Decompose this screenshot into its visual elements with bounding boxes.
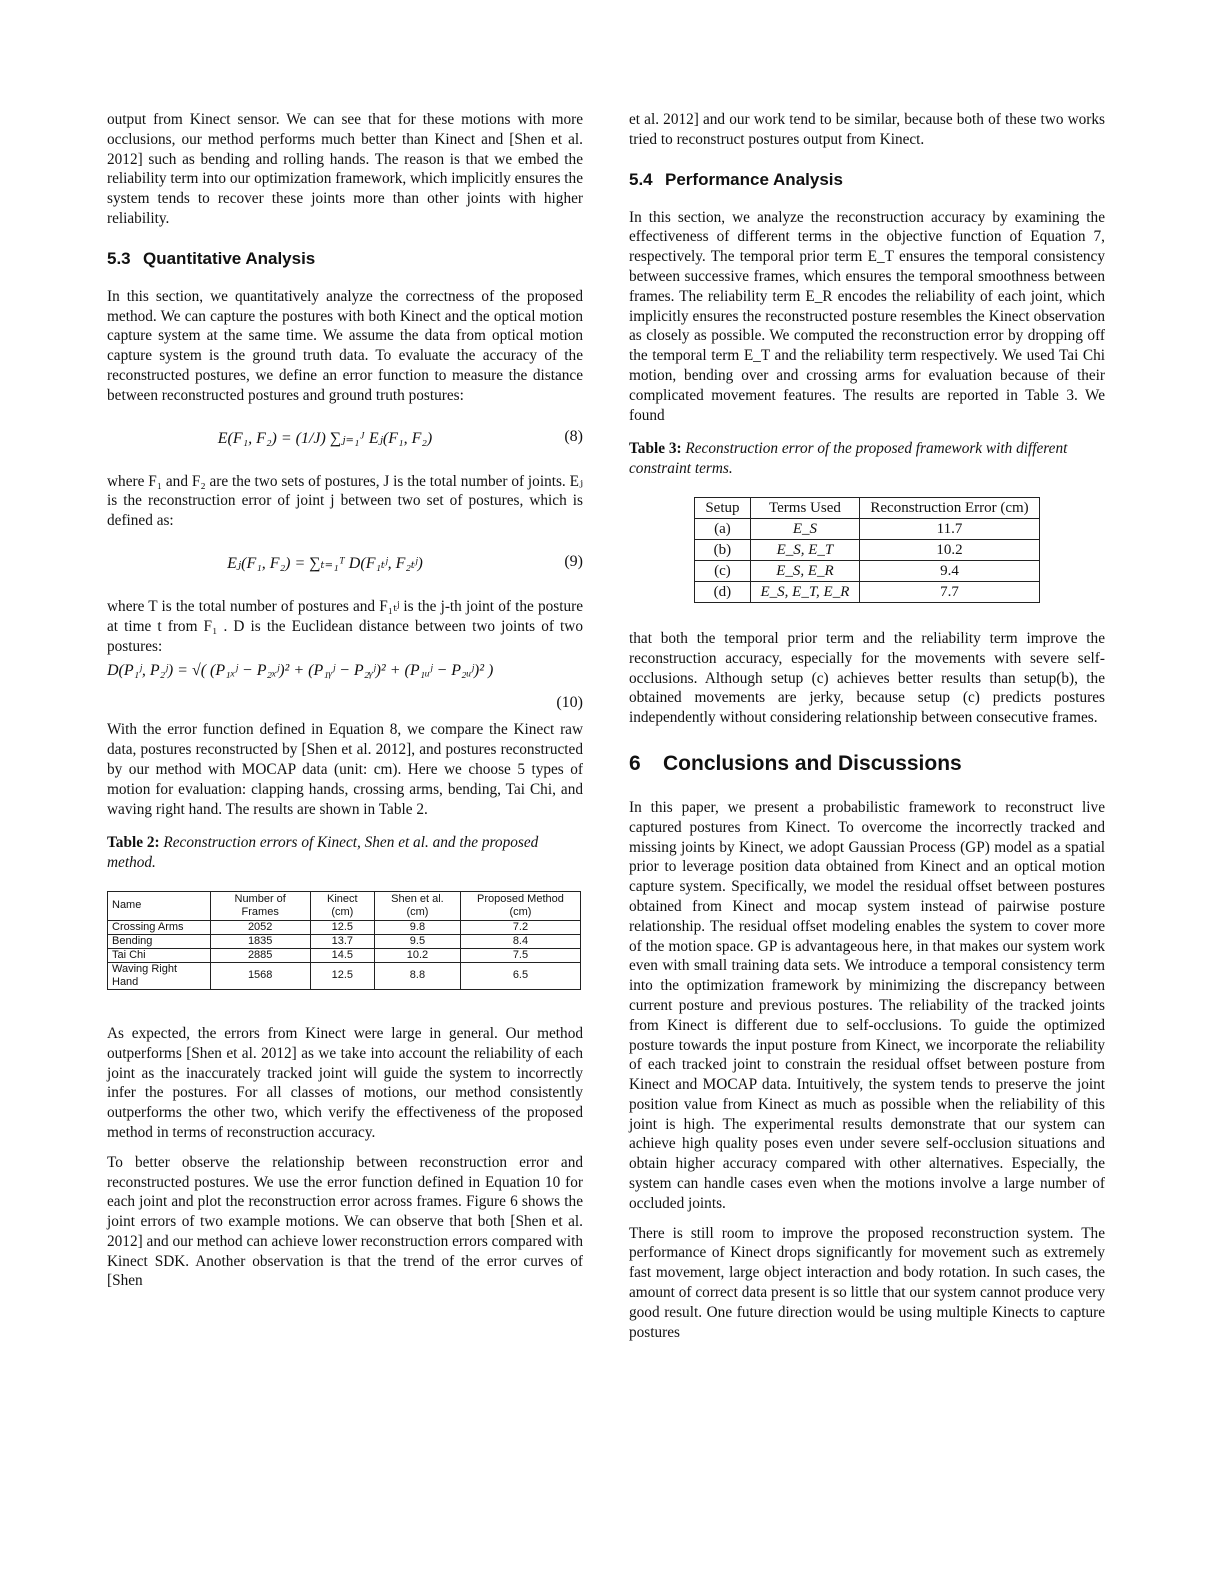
table-cell: E_S, E_T, E_R: [750, 581, 860, 602]
caption-text: Reconstruction errors of Kinect, Shen et al. and the proposed method.: [107, 834, 539, 872]
paragraph: With the error function defined in Equation 8, we compare the Kinect raw data, postures reconstructed by [Shen et al. 2012], and postures reconstructed by our method with MOCAP data (unit: cm). Here we choose 5 types of motion for evaluation: clapping hands, crossing arms, bending, Tai Chi, and waving right hand. The results are shown in Table 2.: [107, 721, 583, 818]
table-row: [108, 920, 581, 934]
table-cell: 2885: [210, 948, 310, 962]
section-title: Performance Analysis: [665, 169, 843, 189]
table-row: [108, 948, 581, 962]
table-cell: Waving Right Hand: [108, 962, 211, 989]
table-cell: (d): [695, 581, 750, 602]
equation-9: [107, 531, 583, 597]
paragraph: that both the temporal prior term and the reliability term improve the reconstruction accuracy, especially for the movements with severe self-occlusions. Although setup (c) achieves better results than setup(b), the obtained movements are jerky, because setup (c) predicts postures independently without considering relationship between consecutive frames.: [629, 629, 1105, 727]
table-cell: E_S, E_T: [750, 539, 860, 560]
equation-number: (8): [564, 427, 583, 445]
table-header-row: [108, 891, 581, 920]
left-column: [107, 110, 583, 1291]
table-cell: 1568: [210, 962, 310, 989]
paragraph: In this paper, we present a probabilistic framework to reconstruct live captured postures from Kinect. To overcome the incorrectly tracked and missing joints by Kinect, we adopt Gaussian Process (GP) model as a spatial prior to leverage position data obtained from Kinect and an optical motion capture system. Specifically, we model the residual offset between postures obtained from Kinect and mocap system instead of pairwise posture relationship. The residual offset modeling enables the system to cover more of the motion space. GP is advantageous here, in that makes our system work even with small training data sets. We introduce a temporal consistency term into the optimization framework by minimizing the discrepancy between current posture and previous postures. The reliability of the tracked joints from Kinect is different due to self-occlusions. To guide the optimized posture towards the input posture from Kinect, we incorporate the reliability of each tracked joint to constrain the residual offset between posture from Kinect and MOCAP data. Intuitively, the system tends to preserve the joint position value from Kinect as much as possible when the reliability of this joint is high. The experimental results demonstrate that our system can achieve high quality poses even under severe self-occlusion situations and obtain higher accuracy compared with other alternatives. Especially, the system can handle cases even when the motions involve a large number of occluded joints.: [629, 798, 1105, 1212]
section-number: 5.4: [629, 169, 653, 189]
table-cell: 11.7: [860, 518, 1039, 539]
paragraph: As expected, the errors from Kinect were large in general. Our method outperforms [Shen et al. 2012] as we take into account the reliability of each joint as the inaccurately tracked joint will guide the system to incorrectly infer the postures. For all classes of motions, our method consistently outperforms the other two, which verify the effectiveness of the proposed method in terms of reconstruction accuracy.: [107, 1024, 583, 1141]
section-number: 5.3: [107, 248, 131, 268]
table-header-cell: Setup: [695, 497, 750, 518]
table-cell: Bending: [108, 934, 211, 948]
caption-text: Reconstruction error of the proposed framework with different constraint terms.: [629, 440, 1068, 478]
table-cell: (b): [695, 539, 750, 560]
equation-number: (9): [564, 552, 583, 570]
caption-label: Table 2:: [107, 834, 160, 852]
section-title: Quantitative Analysis: [143, 248, 316, 268]
table-header-cell: Reconstruction Error (cm): [860, 497, 1039, 518]
table-header-cell: Shen et al. (cm): [374, 891, 460, 920]
paragraph: In this section, we analyze the reconstruction accuracy by examining the effectiveness of different terms in the objective function of Equation 7, respectively. The temporal prior term E_T ensures the temporal consistency between successive frames, which ensures the temporal smoothness between frames. The reliability term E_R encodes the reliability of each joint, which implicitly ensures the reconstructed posture resembles the Kinect observation as closely as possible. We computed the reconstruction error by dropping off the temporal term E_T and the reliability term respectively. We used Tai Chi motion, bending over and crossing arms for evaluation because of their complicated movement features. The results are reported in Table 3. We found: [629, 208, 1105, 424]
paragraph: where F₁ and F₂ are the two sets of postures, J is the total number of joints. Eⱼ is the reconstruction error of joint j between two set of postures, which is defined as:: [107, 472, 583, 530]
table-cell: 12.5: [310, 962, 374, 989]
paragraph: There is still room to improve the proposed reconstruction system. The performance of Kinect drops significantly for movement such as extremely fast movement, large object interaction and body rotation. In such cases, the amount of correct data present is so little that our system cannot produce very good result. One future direction would be using multiple Kinects to capture postures: [629, 1224, 1105, 1341]
equation-10: [107, 662, 583, 720]
table-cell: (a): [695, 518, 750, 539]
table-row: [695, 539, 1039, 560]
table-header-cell: Proposed Method (cm): [460, 891, 580, 920]
table-header-row: [695, 497, 1039, 518]
section-number: 6: [629, 751, 641, 775]
table-cell: 1835: [210, 934, 310, 948]
table-cell: 9.4: [860, 560, 1039, 581]
equation-number: (10): [556, 694, 583, 712]
table-cell: 10.2: [374, 948, 460, 962]
table-cell: E_S, E_R: [750, 560, 860, 581]
paragraph: In this section, we quantitatively analyze the correctness of the proposed method. We can capture the postures with both Kinect and the optical motion capture system at the same time. We assume the data from optical motion capture system is the ground truth data. To evaluate the accuracy of the reconstructed postures, we define an error function to measure the distance between reconstructed postures and ground truth postures:: [107, 287, 583, 404]
caption-label: Table 3:: [629, 440, 682, 458]
section-heading-6: [629, 752, 1105, 776]
section-title: Conclusions and Discussions: [663, 751, 962, 775]
equation-8: [107, 406, 583, 472]
table-cell: 13.7: [310, 934, 374, 948]
table-row: [108, 962, 581, 989]
table-cell: 10.2: [860, 539, 1039, 560]
table-row: [695, 581, 1039, 602]
table-cell: 7.2: [460, 920, 580, 934]
table-3-caption: [629, 439, 1105, 479]
table-header-cell: Name: [108, 891, 211, 920]
table-3: [694, 497, 1039, 603]
table-cell: Crossing Arms: [108, 920, 211, 934]
table-cell: 9.8: [374, 920, 460, 934]
table-cell: 14.5: [310, 948, 374, 962]
section-heading-5-3: [107, 249, 583, 269]
equation-body: E(F₁, F₂) = (1/J) ∑ⱼ₌₁ᴶ Eⱼ(F₁, F₂): [217, 429, 433, 447]
table-row: [695, 518, 1039, 539]
table-header-cell: Kinect (cm): [310, 891, 374, 920]
section-heading-5-4: [629, 170, 1105, 190]
equation-body: Eⱼ(F₁, F₂) = ∑ₜ₌₁ᵀ D(F₁ₜʲ, F₂ₜʲ): [227, 554, 423, 572]
table-cell: 7.5: [460, 948, 580, 962]
table-cell: 8.8: [374, 962, 460, 989]
right-column: [629, 110, 1105, 1342]
table-cell: E_S: [750, 518, 860, 539]
paragraph: output from Kinect sensor. We can see that for these motions with more occlusions, our method performs much better than Kinect and [Shen et al. 2012] such as bending and rolling hands. The reason is that we embed the reliability term into our optimization framework, which implicitly ensures the system tends to recover these joints more than other joints with higher reliability.: [107, 111, 583, 227]
table-row: [695, 560, 1039, 581]
table-cell: 8.4: [460, 934, 580, 948]
table-cell: 9.5: [374, 934, 460, 948]
table-header-cell: Number of Frames: [210, 891, 310, 920]
table-cell: 12.5: [310, 920, 374, 934]
table-row: [108, 934, 581, 948]
table-2: [107, 891, 581, 990]
paragraph: where T is the total number of postures and F₁ₜʲ is the j-th joint of the posture at time t from F₁ . D is the Euclidean distance between two joints of two postures:: [107, 597, 583, 655]
paragraph: To better observe the relationship between reconstruction error and reconstructed postures. We use the error function defined in Equation 10 for each joint and plot the reconstruction error across frames. Figure 6 shows the joint errors of two example motions. We can observe that both [Shen et al. 2012] and our method can achieve lower reconstruction errors compared with Kinect SDK. Another observation is that the trend of the error curves of [Shen: [107, 1153, 583, 1290]
table-cell: 6.5: [460, 962, 580, 989]
table-cell: 2052: [210, 920, 310, 934]
paragraph: et al. 2012] and our work tend to be similar, because both of these two works tried to reconstruct postures output from Kinect.: [629, 111, 1105, 148]
table-2-caption: [107, 833, 583, 873]
table-cell: (c): [695, 560, 750, 581]
table-cell: 7.7: [860, 581, 1039, 602]
table-header-cell: Terms Used: [750, 497, 860, 518]
equation-body: D(P₁ʲ, P₂ʲ) = √( (P₁ₓʲ − P₂ₓʲ)² + (P₁ᵧʲ − P₂ᵧʲ)² + (P₁ᵤʲ − P₂ᵤʲ)² ): [107, 662, 494, 680]
table-cell: Tai Chi: [108, 948, 211, 962]
